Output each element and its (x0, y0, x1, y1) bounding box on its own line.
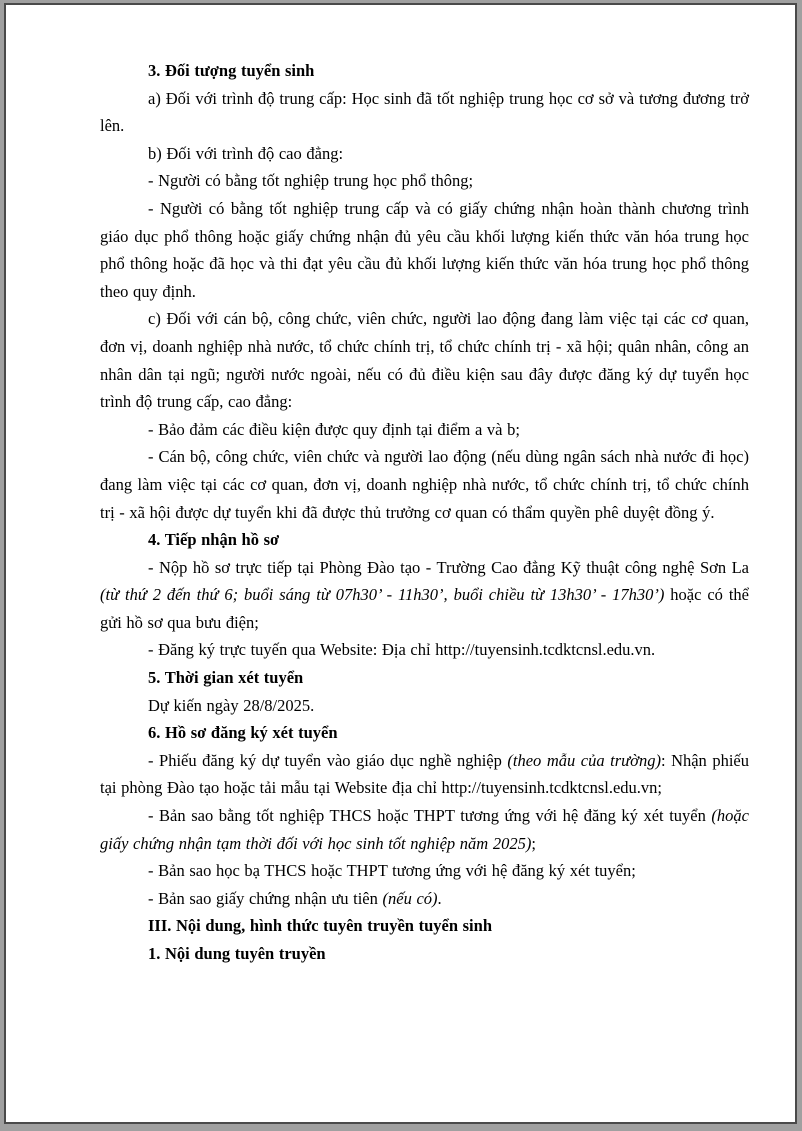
section-heading (100, 912, 749, 940)
text-run: - Bản sao học bạ THCS hoặc THPT tương ứng với hệ đăng ký xét tuyển; (148, 861, 636, 881)
text-run: 5. Thời gian xét tuyển (148, 668, 304, 688)
text-run: 6. Hồ sơ đăng ký xét tuyển (148, 723, 338, 743)
section-heading (100, 664, 749, 692)
italic-text-run: (theo mẫu của trường) (507, 750, 661, 770)
text-run: - Đăng ký trực tuyến qua Website: Địa chỉ http://tuyensinh.tcdktcnsl.edu.vn. (148, 640, 656, 660)
text-run: - Người có bằng tốt nghiệp trung học phổ thông; (148, 171, 474, 191)
text-run: ; (531, 833, 536, 853)
paragraph (100, 85, 749, 140)
text-run: - Bản sao giấy chứng nhận ưu tiên (148, 888, 383, 908)
text-run: - Cán bộ, công chức, viên chức và người lao động (nếu dùng ngân sách nhà nước đi học) đang làm việc tại các cơ quan, đơn vị, doanh nghiệp nhà nước, tổ chức chính trị, tổ chức chính trị - xã hội được dự tuyển khi đã được thủ trưởng cơ quan có thẩm quyền phê duyệt đồng ý. (100, 447, 749, 522)
italic-text-run: (hoặc giấy chứng nhận tạm thời đối với học sinh tốt nghiệp năm 2025) (100, 806, 749, 853)
text-run: Dự kiến ngày 28/8/2025. (148, 695, 315, 715)
paragraph (100, 305, 749, 415)
section-heading (100, 719, 749, 747)
paragraph (100, 802, 749, 857)
section-heading (100, 526, 749, 554)
text-run: c) Đối với cán bộ, công chức, viên chức, người lao động đang làm việc tại các cơ quan, đơn vị, doanh nghiệp nhà nước, tổ chức chính trị, tổ chức chính trị - xã hội; quân nhân, công an nhân dân tại ngũ; người nước ngoài, nếu có đủ điều kiện sau đây được đăng ký dự tuyển học trình độ trung cấp, cao đẳng: (100, 309, 749, 412)
text-run: b) Đối với trình độ cao đẳng: (148, 143, 344, 163)
italic-text-run: (từ thứ 2 đến thứ 6; buổi sáng từ 07h30’ - 11h30’, buổi chiều từ 13h30’ - 17h30’) (100, 585, 665, 605)
paragraph (100, 195, 749, 305)
text-run: : Nhận phiếu tại phòng Đào tạo hoặc tải mẫu tại Website địa chỉ http://tuyensinh.tcdktcnsl.edu.vn; (100, 750, 749, 798)
paragraph (100, 857, 749, 885)
paragraph (100, 554, 749, 637)
paragraph (100, 885, 749, 913)
text-run: - Phiếu đăng ký dự tuyển vào giáo dục nghề nghiệp (148, 750, 508, 770)
paragraph (100, 747, 749, 802)
paragraph (100, 416, 749, 444)
text-run: 1. Nội dung tuyên truyền (148, 944, 326, 963)
text-run: a) Đối với trình độ trung cấp: Học sinh đã tốt nghiệp trung học cơ sở và tương đương trở lên. (100, 88, 749, 136)
text-run: - Người có bằng tốt nghiệp trung cấp và có giấy chứng nhận hoàn thành chương trình giáo dục phổ thông hoặc giấy chứng nhận đủ yêu cầu khối lượng kiến thức văn hóa trung học phổ thông hoặc đã học và thi đạt yêu cầu đủ khối lượng kiến thức văn hóa trung học phổ thông theo quy định. (100, 198, 749, 301)
paragraph (100, 692, 749, 720)
section-heading (100, 940, 749, 968)
text-run: . (437, 888, 442, 908)
document-body (100, 57, 749, 968)
text-run: - Bản sao bằng tốt nghiệp THCS hoặc THPT tương ứng với hệ đăng ký xét tuyển (148, 806, 712, 826)
text-run: hoặc có thể gửi hồ sơ qua bưu điện; (100, 585, 749, 632)
document-page (4, 3, 797, 1124)
text-run: III. Nội dung, hình thức tuyên truyền tuyển sinh (148, 916, 492, 936)
paragraph (100, 167, 749, 195)
section-heading (100, 57, 749, 85)
text-run: 4. Tiếp nhận hồ sơ (148, 530, 280, 550)
text-run: 3. Đối tượng tuyển sinh (148, 61, 315, 80)
paragraph (100, 636, 749, 664)
italic-text-run: (nếu có) (382, 888, 438, 908)
text-run: - Nộp hồ sơ trực tiếp tại Phòng Đào tạo - Trường Cao đẳng Kỹ thuật công nghệ Sơn La (148, 557, 749, 577)
paragraph (100, 140, 749, 168)
paragraph (100, 443, 749, 526)
text-run: - Bảo đảm các điều kiện được quy định tại điểm a và b; (148, 419, 520, 439)
